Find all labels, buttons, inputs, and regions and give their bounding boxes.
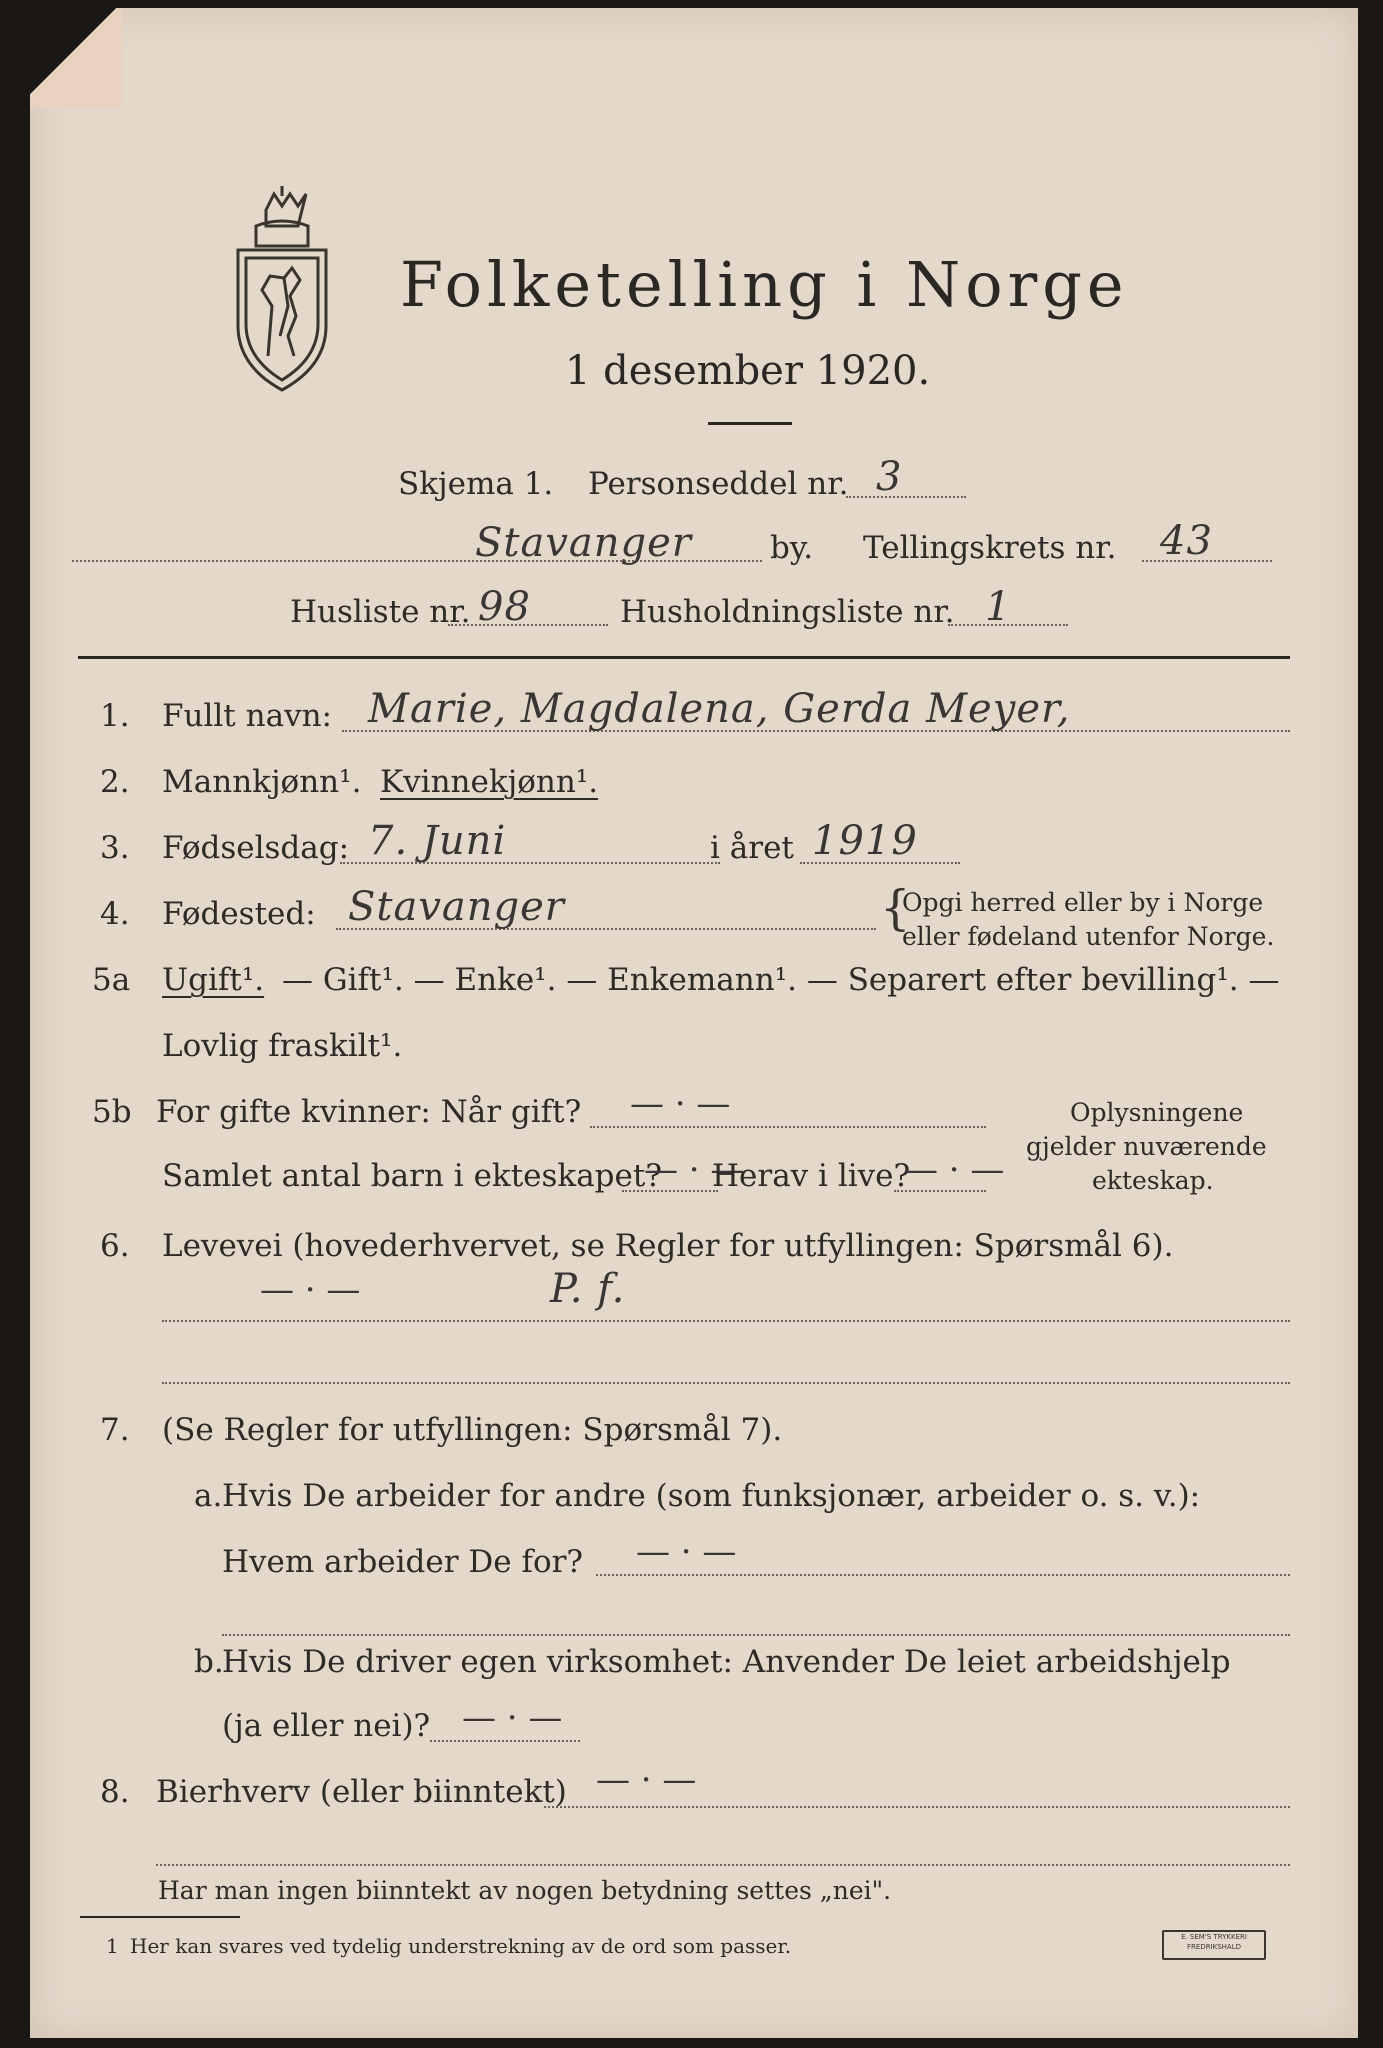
q4-brace: { (880, 880, 911, 936)
q7a-line (596, 1574, 1290, 1576)
skjema-label: Skjema 1. (398, 466, 554, 502)
q7b-line (430, 1740, 580, 1742)
q5b-number: 5b (92, 1094, 132, 1130)
husholdningsliste-label: Husholdningsliste nr. (620, 594, 955, 630)
children-value[interactable]: — · — (644, 1150, 745, 1190)
side-income-value[interactable]: — · — (596, 1760, 697, 1800)
q7a-text: Hvis De arbeider for andre (som funksjonær, arbeider o. s. v.): (222, 1478, 1201, 1514)
alive-label: Herav i live? (712, 1158, 911, 1194)
q5b-label: For gifte kvinner: Når gift? (156, 1094, 582, 1130)
children-line (622, 1190, 718, 1192)
q6-label: Levevei (hovederhvervet, se Regler for utfyllingen: Spørsmål 6). (162, 1228, 1174, 1264)
occupation-value[interactable]: P. f. (550, 1266, 626, 1312)
male-option[interactable]: Mannkjønn¹. (162, 764, 362, 800)
footnote-text: Her kan svares ved tydelig understrekning av de ord som passer. (130, 1934, 792, 1958)
q4-label: Fødested: (162, 896, 316, 932)
footnote-mark: 1 (106, 1934, 119, 1958)
children-label: Samlet antal barn i ekteskapet? (162, 1158, 662, 1194)
q7a-letter: a. (194, 1478, 223, 1514)
q8-number: 8. (100, 1774, 130, 1810)
q6-number: 6. (100, 1228, 130, 1264)
q8-line (544, 1806, 1290, 1808)
fraskilt-option[interactable]: Lovlig fraskilt¹. (162, 1028, 403, 1064)
census-date: 1 desember 1920. (565, 348, 931, 394)
tellingskrets-label: Tellingskrets nr. (863, 530, 1117, 566)
q7b-text: Hvis De driver egen virksomhet: Anvender De leiet arbeidshjelp (222, 1644, 1231, 1680)
q3-number: 3. (100, 830, 130, 866)
q7b-letter: b. (194, 1644, 224, 1680)
husliste-value[interactable]: 98 (478, 584, 531, 630)
q8-label: Bierhverv (eller biinntekt) (156, 1774, 567, 1810)
alive-line (894, 1190, 986, 1192)
folded-corner (30, 8, 122, 108)
city-value[interactable]: Stavanger (475, 520, 692, 566)
husholdningsliste-value[interactable]: 1 (985, 584, 1012, 630)
married-when-value[interactable]: — · — (630, 1084, 731, 1124)
census-form (30, 8, 1358, 2038)
personseddel-value[interactable]: 3 (876, 454, 903, 500)
alive-value[interactable]: — · — (904, 1150, 1005, 1190)
birthday-value[interactable]: 7. Juni (368, 818, 507, 864)
q6-dash: — · — (260, 1270, 361, 1310)
printer-stamp (1162, 1930, 1266, 1960)
personseddel-line (846, 496, 966, 498)
printer-line1: E. SEM'S TRYKKERI (1181, 1933, 1247, 1941)
employer-value[interactable]: — · — (636, 1532, 737, 1572)
full-name-value[interactable]: Marie, Magdalena, Gerda Meyer, (368, 686, 1071, 732)
q2-number: 2. (100, 764, 130, 800)
hired-help-value[interactable]: — · — (462, 1698, 563, 1738)
q7a-line2: Hvem arbeider De for? (222, 1544, 584, 1580)
footnote-rule (80, 1916, 240, 1918)
printer-line2: FREDRIKSHALD (1186, 1943, 1241, 1951)
coat-of-arms-icon (226, 186, 338, 394)
q5b-line (590, 1126, 986, 1128)
q5b-note-line2: gjelder nuværende (1026, 1132, 1267, 1161)
marital-options[interactable]: — Gift¹. — Enke¹. — Enkemann¹. — Separert efter bevilling¹. — (282, 962, 1280, 998)
form-title: Folketelling i Norge (400, 248, 1129, 321)
header-rule (78, 656, 1290, 659)
by-label: by. (770, 530, 814, 566)
q5a-number: 5a (92, 962, 131, 998)
year-label: i året (710, 830, 794, 866)
q7b-line2: (ja eller nei)? (222, 1708, 431, 1744)
q5b-note-line3: ekteskap. (1092, 1166, 1214, 1195)
birth-year-value[interactable]: 1919 (812, 818, 918, 864)
q6-line1 (162, 1320, 1290, 1322)
q1-label: Fullt navn: (162, 698, 332, 734)
q7a-line-extra (222, 1634, 1290, 1636)
q7-number: 7. (100, 1412, 130, 1448)
q1-number: 1. (100, 698, 130, 734)
birthplace-value[interactable]: Stavanger (348, 884, 565, 930)
female-option[interactable]: Kvinnekjønn¹. (380, 764, 599, 800)
q7-label: (Se Regler for utfyllingen: Spørsmål 7). (162, 1412, 783, 1448)
q8-line2 (156, 1864, 1290, 1866)
q4-note-line2: eller fødeland utenfor Norge. (902, 922, 1275, 951)
nei-note: Har man ingen biinntekt av nogen betydning settes „nei". (158, 1876, 892, 1905)
ugift-option[interactable]: Ugift¹. (162, 962, 265, 998)
husliste-label: Husliste nr. (290, 594, 471, 630)
q3-label: Fødselsdag: (162, 830, 350, 866)
q5b-note-line1: Oplysningene (1070, 1098, 1244, 1127)
title-divider (708, 422, 792, 425)
tellingskrets-value[interactable]: 43 (1160, 518, 1213, 564)
personseddel-label: Personseddel nr. (588, 466, 849, 502)
q6-line2 (162, 1382, 1290, 1384)
q4-note-line1: Opgi herred eller by i Norge (902, 888, 1264, 917)
q4-number: 4. (100, 896, 130, 932)
